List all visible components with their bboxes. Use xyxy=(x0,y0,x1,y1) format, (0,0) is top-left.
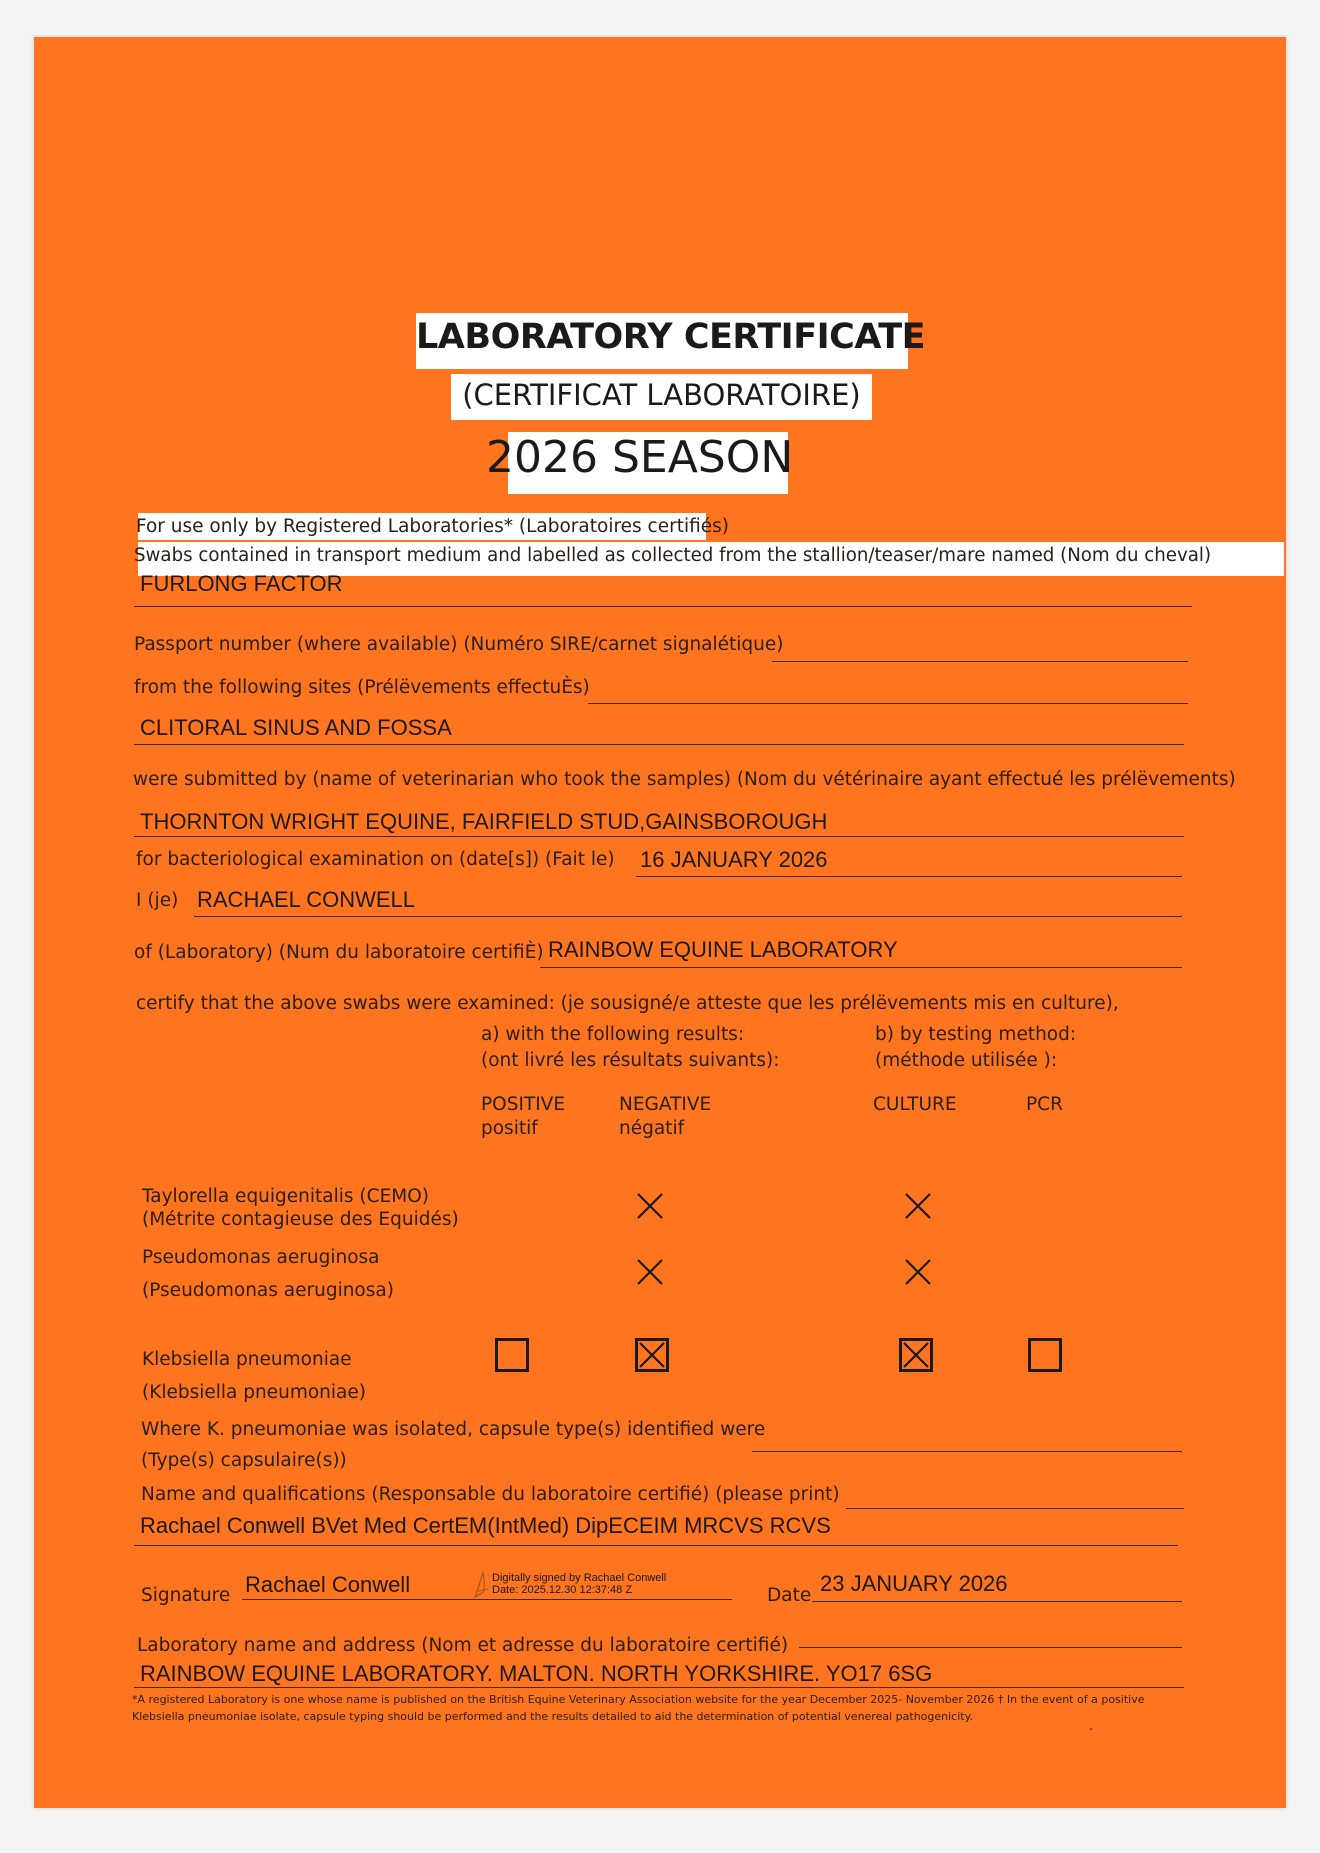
horse-name-value: FURLONG FACTOR xyxy=(140,571,343,596)
horse-name-line xyxy=(134,606,1192,607)
intro-line-2: Swabs contained in transport medium and labelled as collected from the stallion/teaser/mare named (Nom du cheval) xyxy=(134,545,1212,566)
sites-line-1 xyxy=(588,703,1188,704)
cross-icon xyxy=(636,1192,664,1220)
capsule-label: Where K. pneumoniae was isolated, capsule type(s) identified were xyxy=(141,1419,766,1440)
col-pcr: PCR xyxy=(1026,1094,1063,1115)
season-title: 2026 SEASON xyxy=(486,432,794,483)
organism-name: Pseudomonas aeruginosa xyxy=(142,1247,380,1268)
submitted-line xyxy=(134,836,1184,837)
exam-value: 16 JANUARY 2026 xyxy=(640,847,828,872)
qualifications-label: Name and qualifications (Responsable du laboratoire certifié) (please print) xyxy=(141,1484,840,1505)
col-positive-fr: positif xyxy=(481,1118,538,1139)
page-subtitle: (CERTIFICAT LABORATOIRE) xyxy=(462,378,861,412)
qualifications-line-1 xyxy=(846,1508,1184,1509)
organism-name-fr: (Métrite contagieuse des Equidés) xyxy=(142,1209,459,1230)
organism-name-fr: (Pseudomonas aeruginosa) xyxy=(142,1280,394,1301)
checked-box-icon[interactable] xyxy=(899,1338,933,1372)
page-title: LABORATORY CERTIFICATE xyxy=(416,317,925,357)
results-header-a1: a) with the following results: xyxy=(481,1024,745,1045)
col-positive: POSITIVE xyxy=(481,1094,566,1115)
exam-line xyxy=(636,876,1182,877)
digital-sig-line-1: Digitally signed by Rachael Conwell xyxy=(492,1572,667,1584)
lab-line xyxy=(540,967,1182,968)
lab-label: of (Laboratory) (Num du laboratoire certifiÈ) xyxy=(134,942,544,963)
digital-sig-line-2: Date: 2025.12.30 12:37:48 Z xyxy=(492,1584,633,1596)
organism-name: Taylorella equigenitalis (CEMO) xyxy=(142,1186,429,1207)
cross-icon xyxy=(636,1258,664,1286)
passport-line xyxy=(772,661,1188,662)
address-label: Laboratory name and address (Nom et adresse du laboratoire certifié) xyxy=(137,1635,789,1656)
qualifications-line-2 xyxy=(134,1545,1178,1546)
results-header-b2: (méthode utilisée ): xyxy=(875,1050,1058,1071)
intro-line-1: For use only by Registered Laboratories* (Laboratoires certifiés) xyxy=(136,516,730,537)
lab-value: RAINBOW EQUINE LABORATORY xyxy=(548,937,898,962)
organism-name-fr: (Klebsiella pneumoniae) xyxy=(142,1382,366,1403)
col-culture: CULTURE xyxy=(873,1094,957,1115)
date-value: 23 JANUARY 2026 xyxy=(820,1571,1008,1596)
signature-label: Signature xyxy=(141,1585,231,1606)
je-label: I (je) xyxy=(136,890,179,911)
passport-label: Passport number (where available) (Numéro SIRE/carnet signalétique) xyxy=(134,634,784,655)
signature-line xyxy=(242,1599,732,1600)
address-line-2 xyxy=(134,1687,1184,1688)
checked-box-icon[interactable] xyxy=(635,1338,669,1372)
results-header-b1: b) by testing method: xyxy=(875,1024,1077,1045)
page-mark: - xyxy=(1089,1722,1093,1735)
je-value: RACHAEL CONWELL xyxy=(197,887,416,912)
submitted-label: were submitted by (name of veterinarian who took the samples) (Nom du vétérinaire ayant effectué les prélëvements) xyxy=(133,769,1236,790)
je-line xyxy=(194,916,1182,917)
cross-icon xyxy=(904,1258,932,1286)
submitted-value: THORNTON WRIGHT EQUINE, FAIRFIELD STUD,GAINSBOROUGH xyxy=(140,809,828,834)
certify-label: certify that the above swabs were examined: (je sousigné/e atteste que les prélëvements mis en culture), xyxy=(136,993,1119,1014)
sites-line-2 xyxy=(134,744,1184,745)
capsule-line xyxy=(752,1451,1182,1452)
cross-icon xyxy=(904,1192,932,1220)
empty-box-icon[interactable] xyxy=(1028,1338,1062,1372)
digital-signature-icon xyxy=(472,1569,494,1599)
address-line-1 xyxy=(799,1647,1182,1648)
empty-box-icon[interactable] xyxy=(495,1338,529,1372)
signature-value: Rachael Conwell xyxy=(245,1572,411,1597)
sites-value: CLITORAL SINUS AND FOSSA xyxy=(140,715,452,740)
col-negative-fr: négatif xyxy=(619,1118,685,1139)
sites-label: from the following sites (Prélëvements effectuÈs) xyxy=(134,677,590,698)
date-label: Date xyxy=(767,1585,812,1606)
address-value: RAINBOW EQUINE LABORATORY. MALTON. NORTH YORKSHIRE. YO17 6SG xyxy=(140,1661,933,1686)
exam-label: for bacteriological examination on (date[s]) (Fait le) xyxy=(136,849,615,870)
qualifications-value: Rachael Conwell BVet Med CertEM(IntMed) DipECEIM MRCVS RCVS xyxy=(140,1513,831,1538)
certificate-page xyxy=(34,37,1286,1808)
footnote: *A registered Laboratory is one whose name is published on the British Equine Veterinary Association website for the year December 2025- November 2026 † In the event of a positive Klebsiella pneumoniae isolate, capsule typing should be performed and the results detailed to aid the determination of potential venereal pathogenicity. xyxy=(132,1693,1145,1723)
date-line xyxy=(812,1601,1182,1602)
col-negative: NEGATIVE xyxy=(619,1094,712,1115)
results-header-a2: (ont livré les résultats suivants): xyxy=(481,1050,780,1071)
capsule-label-fr: (Type(s) capsulaire(s)) xyxy=(141,1450,347,1471)
organism-name: Klebsiella pneumoniae xyxy=(142,1349,352,1370)
